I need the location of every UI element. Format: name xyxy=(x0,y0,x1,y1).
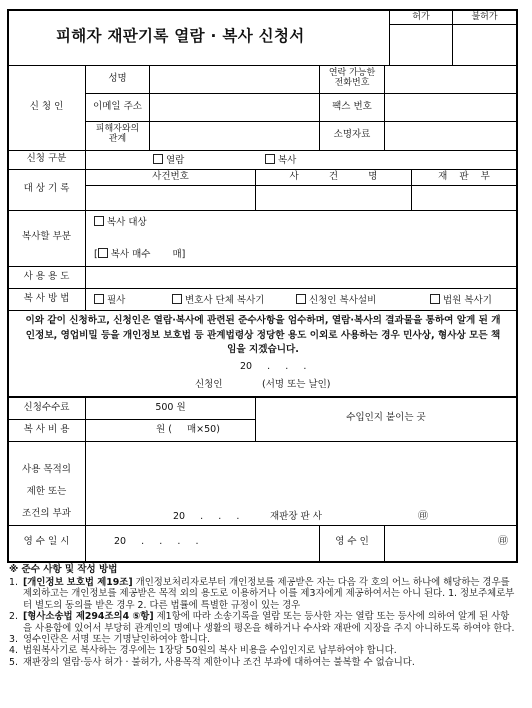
reject-header: 불허가 xyxy=(471,12,498,22)
court-field[interactable] xyxy=(412,186,516,210)
checkbox-icon xyxy=(430,294,440,304)
signer-sign-hint: (서명 또는 날인) xyxy=(262,379,331,390)
form-title: 피해자 재판기록 열람 · 복사 신청서 xyxy=(56,27,305,45)
note-number: 4. xyxy=(9,645,18,657)
note-text: 개인정보처리자로부터 개인정보를 제공받은 자는 다음 각 호의 어느 하나에 해당하는 경우를 제외하고는 개인정보를 제공받은 목적 외의 용도로 이용하거나 이를 제3자에게 제공하여서는 아니 된다. 1. 정보주체로부터 별도의 동의를 받은 경우 2. 다른 법률에 특별한 규정이 있는 경우 xyxy=(23,577,515,611)
fax-label: 팩스 번호 xyxy=(332,101,372,112)
stamp-area-label: 수입인지 붙이는 곳 xyxy=(346,412,426,423)
restriction-date: 20 . . . xyxy=(173,511,240,522)
name-label: 성명 xyxy=(108,73,127,84)
judge-label: 재판장 판 사 xyxy=(270,511,322,522)
note-text: 영수인란은 서명 또는 기명날인하여야 합니다. xyxy=(23,634,210,646)
approve-mark-box[interactable] xyxy=(390,25,452,65)
note-item xyxy=(9,634,517,645)
application-date: 20 . . . xyxy=(240,361,307,372)
note-number: 1. xyxy=(9,577,18,588)
copy-part-label: 복사할 부분 xyxy=(22,231,71,242)
purpose-label: 사 용 용 도 xyxy=(23,271,70,282)
copy-checkbox[interactable] xyxy=(265,154,296,167)
note-number: 2. xyxy=(9,611,18,623)
checkbox-icon xyxy=(98,248,108,258)
note-item xyxy=(9,657,517,668)
method-handcopy-checkbox[interactable] xyxy=(94,294,125,307)
note-text: 법원복사기로 복사하는 경우에는 1장당 50원의 복사 비용을 수입인지로 납부하여야 합니다. xyxy=(23,645,397,657)
request-type-label: 신청 구분 xyxy=(26,153,67,164)
name-field[interactable] xyxy=(150,66,319,93)
receiver-label: 영 수 인 xyxy=(335,536,369,547)
notes-list xyxy=(9,577,517,668)
judge-seal-mark: ㊞ xyxy=(418,511,428,522)
note-item xyxy=(9,611,517,634)
fee-value: 500 원 xyxy=(155,402,186,413)
checkbox-icon xyxy=(172,294,182,304)
fax-field[interactable] xyxy=(385,94,516,121)
restriction-label: 사용 목적의 제한 또는 조건의 부과 xyxy=(22,464,71,519)
email-label: 이메일 주소 xyxy=(93,101,142,112)
note-law-ref: [형사소송법 제294조의4 ⑤항] xyxy=(23,611,154,623)
note-law-ref: [개인정보 보호법 제19조] xyxy=(23,577,133,588)
method-option-label: 필사 xyxy=(107,295,126,306)
copy-target-checkbox[interactable] xyxy=(94,216,147,229)
pages-bracket: [ xyxy=(94,249,98,260)
court-header: 재 판 부 xyxy=(438,171,490,182)
note-item xyxy=(9,645,517,656)
note-number: 5. xyxy=(9,656,18,668)
receiver-field[interactable] xyxy=(385,526,495,561)
note-number: 3. xyxy=(9,634,18,646)
reject-mark-box[interactable] xyxy=(453,25,516,65)
case-name-field[interactable] xyxy=(256,186,411,210)
signer-field[interactable] xyxy=(225,378,261,392)
contact-label: 연락 가능한 전화번호 xyxy=(328,68,376,89)
view-checkbox[interactable] xyxy=(153,154,184,167)
relation-label: 피해자와의 관계 xyxy=(95,124,140,145)
case-name-header: 사 건 명 xyxy=(289,171,378,182)
method-option-label: 변호사 단체 복사기 xyxy=(185,295,265,306)
fee-label: 신청수수료 xyxy=(23,402,70,413)
checkbox-icon xyxy=(265,154,275,164)
method-option-label: 신청인 복사설비 xyxy=(309,295,377,306)
relation-field[interactable] xyxy=(150,122,319,150)
copy-pages-unit: 매] xyxy=(172,249,186,260)
view-option-label: 열람 xyxy=(166,155,185,166)
copy-pages-label: 복사 매수 xyxy=(110,249,151,260)
copy-target-label: 복사 대상 xyxy=(107,217,147,228)
restriction-field[interactable] xyxy=(86,442,516,506)
note-item xyxy=(9,577,517,611)
purpose-field[interactable] xyxy=(86,267,516,288)
notes-header: ※ 준수 사항 및 작성 방법 xyxy=(9,564,118,575)
copy-cost-value: 원 ( 매×50) xyxy=(156,424,220,435)
email-field[interactable] xyxy=(150,94,319,121)
applicant-section-label: 신 청 인 xyxy=(29,101,64,112)
case-number-header: 사건번호 xyxy=(152,171,189,182)
copy-cost-label: 복 사 비 용 xyxy=(23,424,70,435)
case-number-field[interactable] xyxy=(86,186,255,210)
note-text: 제1항에 따라 소송기록을 열람 또는 등사한 자는 열람 또는 등사에 의하여 알게 된 사항을 사용함에 있어서 부당히 관계인의 명예나 생활의 평온을 해하거나 수사와 재판에 지장을 주지 아니하도록 하여야 한다. xyxy=(23,611,515,634)
signer-label: 신청인 xyxy=(195,379,223,390)
proof-label: 소명자료 xyxy=(333,129,371,140)
copy-method-label: 복 사 방 법 xyxy=(23,293,70,304)
checkbox-icon xyxy=(94,294,104,304)
target-record-label: 대 상 기 록 xyxy=(23,183,70,194)
checkbox-icon xyxy=(94,216,104,226)
declaration-text: 이와 같이 신청하고, 신청인은 열람·복사에 관련된 준수사항을 엄수하며, 열람·복사의 결과물을 통하여 알게 된 개인정보, 영업비밀 등을 개인정보 보호법 등 관계법령상 정당한 용도 이외로 사용하는 경우 민사상, 형사상 모든 책임을 지겠습니다. xyxy=(25,315,501,355)
note-text: 재판장의 열람·등사 허가 · 불허가, 사용목적 제한이나 조건 부과에 대하여는 불복할 수 없습니다. xyxy=(23,656,415,668)
proof-field[interactable] xyxy=(385,122,516,150)
receiver-seal-mark: ㊞ xyxy=(498,536,508,547)
checkbox-icon xyxy=(296,294,306,304)
method-applicant-equipment-checkbox[interactable] xyxy=(296,294,376,307)
method-lawyer-copier-checkbox[interactable] xyxy=(172,294,264,307)
copy-option-label: 복사 xyxy=(278,155,297,166)
method-option-label: 법원 복사기 xyxy=(443,295,492,306)
method-court-copier-checkbox[interactable] xyxy=(430,294,492,307)
approve-header: 허가 xyxy=(412,12,430,22)
receipt-date-value: 20 . . . . xyxy=(114,536,199,547)
contact-field[interactable] xyxy=(385,66,516,93)
receipt-date-label: 영 수 일 시 xyxy=(23,536,70,547)
checkbox-icon xyxy=(153,154,163,164)
copy-pages-field[interactable] xyxy=(94,248,185,261)
